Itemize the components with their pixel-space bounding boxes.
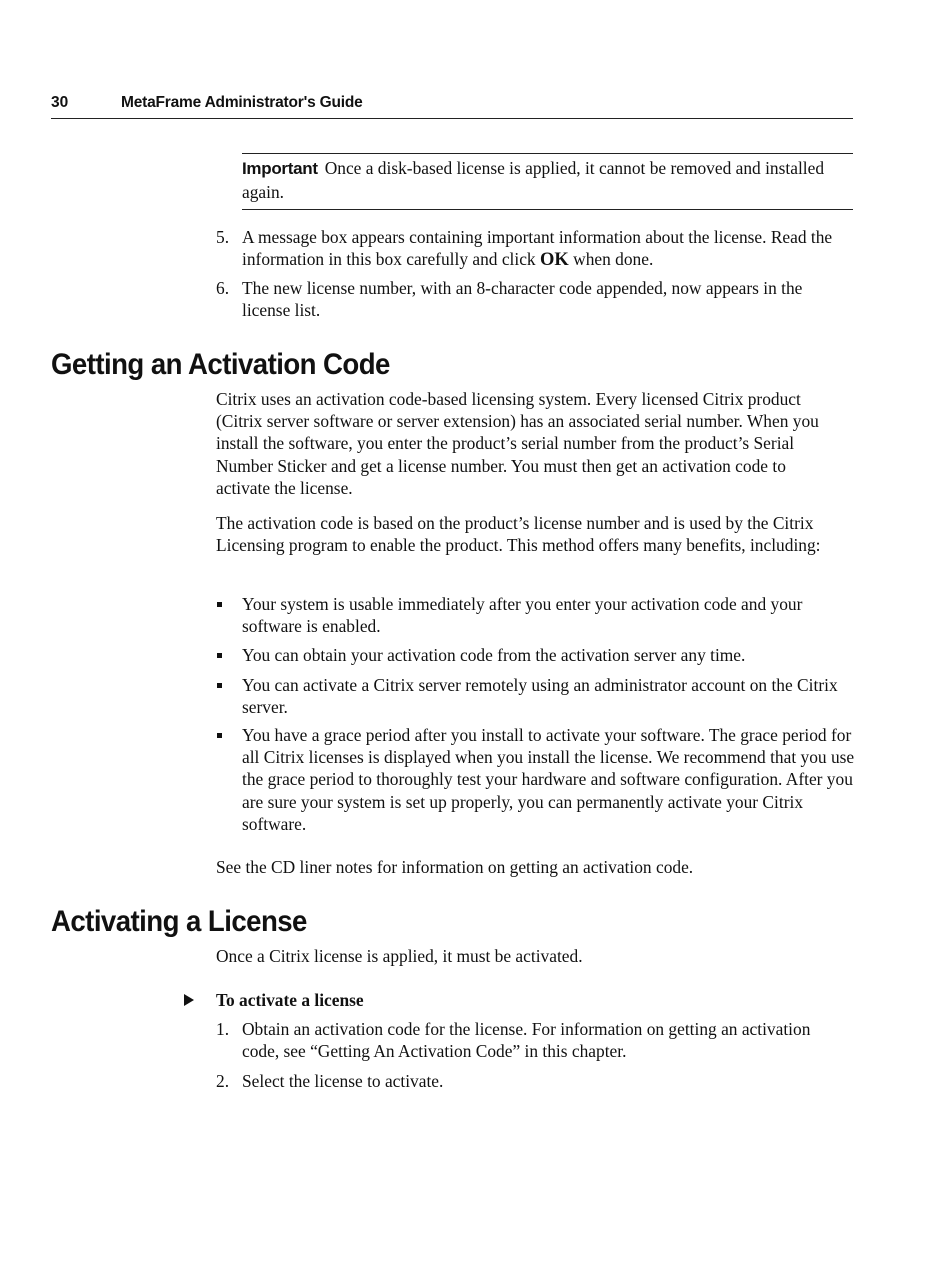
procedure-arrow-icon — [184, 994, 194, 1006]
ok-emphasis: OK — [540, 250, 569, 271]
running-title: MetaFrame Administrator's Guide — [121, 94, 363, 111]
step-text: A message box appears containing important information about the license. Read the information in this box carefully and click — [242, 227, 833, 270]
step-item — [216, 277, 842, 321]
important-label: Important — [242, 159, 318, 178]
important-text: Once a disk-based license is applied, it cannot be removed and installed again. — [242, 158, 825, 202]
step-text-end: when done. — [568, 249, 654, 270]
step-text: Obtain an activation code for the license. For information on getting an activation code, see “Getting An Activation Code” in this chapter. — [242, 1019, 811, 1062]
bullet-marker — [217, 733, 222, 738]
procedure-title — [216, 989, 364, 1011]
step-item — [216, 1018, 842, 1062]
bullet-text: You can obtain your activation code from the activation server any time. — [242, 645, 746, 665]
bullet-item — [242, 644, 852, 666]
step-number: 1. — [216, 1019, 230, 1039]
important-note — [242, 153, 853, 210]
bullet-text: Your system is usable immediately after you enter your activation code and your software is enabled. — [242, 594, 803, 637]
section-heading-activation-code: Getting an Activation Code — [51, 348, 390, 381]
step-number: 2. — [216, 1071, 230, 1091]
bullet-marker — [217, 602, 222, 607]
bullet-item — [242, 724, 856, 835]
bullet-text: You can activate a Citrix server remotely using an administrator account on the Citrix server. — [242, 675, 838, 718]
step-item — [216, 1070, 842, 1092]
page-number: 30 — [51, 94, 69, 111]
bullet-marker — [217, 653, 222, 658]
step-item — [216, 226, 842, 271]
paragraph: Once a Citrix license is applied, it must be activated. — [216, 946, 583, 966]
step-number: 6. — [216, 278, 230, 298]
step-text: The new license number, with an 8-character code appended, now appears in the license list. — [242, 278, 803, 321]
bullet-item — [242, 593, 842, 637]
procedure-title-text: To activate a license — [216, 990, 364, 1010]
section-heading-activating-license: Activating a License — [51, 905, 307, 938]
bullet-item — [242, 674, 860, 718]
step-text: Select the license to activate. — [242, 1071, 444, 1091]
page-header — [51, 93, 853, 119]
paragraph: The activation code is based on the product’s license number and is used by the Citrix Licensing program to enable the product. This method offers many benefits, including: — [216, 513, 821, 556]
bullet-marker — [217, 683, 222, 688]
step-number: 5. — [216, 227, 230, 247]
paragraph: See the CD liner notes for information on getting an activation code. — [216, 857, 694, 877]
paragraph: Citrix uses an activation code-based licensing system. Every licensed Citrix product (Citrix server software or server extension) has an associated serial number. When you install the software, you enter the product’s serial number from the product’s Serial Number Sticker and get a license number. You must then get an activation code to activate the license. — [216, 389, 819, 498]
bullet-text: You have a grace period after you install to activate your software. The grace period for all Citrix licenses is displayed when you install the license. We recommend that you use the grace period to thoroughly test your hardware and software configuration. After you are sure your system is set up properly, you can permanently activate your Citrix software. — [242, 725, 855, 834]
